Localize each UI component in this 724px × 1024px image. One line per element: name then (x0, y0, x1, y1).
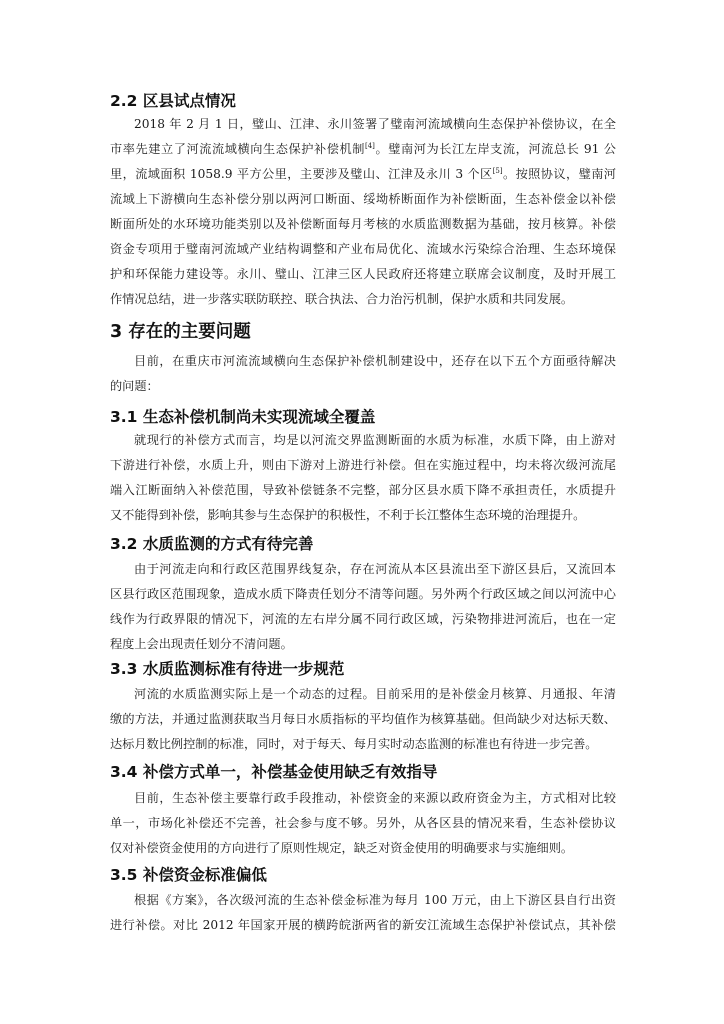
text-line: 作情况总结，进一步落实联防联控、联合执法、合力治污机制，保护水质和共同发展。 (110, 292, 574, 306)
text-line: 里，流域面积 1058.9 平方公里，主要涉及璧山、江津及永川 3 个区[5]。按照协议，璧南河 (110, 167, 616, 181)
section-heading-3-5: 3.5 补偿资金标准偏低 (110, 866, 267, 884)
text-line: 仅对补偿资金使用的方向进行了原则性规定，缺乏对资金使用的明确要求与实施细则。 (110, 841, 574, 855)
text-line: 又不能得到补偿，影响其参与生态保护的积极性，不利于长江整体生态环境的治理提升。 (110, 508, 586, 522)
text-line: 目前，生态补偿主要靠行政手段推动，补偿资金的来源以政府资金为主，方式相对比较 (134, 791, 616, 805)
text-line: 线作为行政界限的情况下，河流的左右岸分属不同行政区域，污染物排进河流后，也在一定 (110, 612, 616, 626)
section-heading-2-2: 2.2 区县试点情况 (110, 92, 236, 110)
paragraph-3-5 (110, 888, 616, 938)
text-line: 端入江断面纳入补偿范围，导致补偿链条不完整，部分区县水质下降不承担责任，水质提升 (110, 483, 616, 497)
paragraph-3-4 (110, 786, 616, 861)
section-heading-3-3: 3.3 水质监测标准有待进一步规范 (110, 660, 345, 678)
text-line: 就现行的补偿方式而言，均是以河流交界监测断面的水质为标准，水质下降，由上游对 (134, 433, 616, 447)
text-line: 目前，在重庆市河流流域横向生态保护补偿机制建设中，还存在以下五个方面亟待解决 (134, 354, 616, 368)
text-line: 下游进行补偿，水质上升，则由下游对上游进行补偿。但在实施过程中，均未将次级河流尾 (110, 458, 616, 472)
text-line: 程度上会出现责任划分不清问题。 (110, 637, 293, 651)
text-line: 河流的水质监测实际上是一个动态的过程。目前采用的是补偿金月核算、月通报、年清 (134, 687, 616, 701)
text-line: 单一，市场化补偿还不完善，社会参与度不够。另外，从各区县的情况来看，生态补偿协议 (110, 816, 616, 830)
text-line: 根据《方案》，各次级河流的生态补偿金标准为每月 100 万元，由上下游区县自行出资 (134, 893, 616, 907)
text-line: 区县行政区范围现象，造成水质下降责任划分不清等问题。另外两个行政区域之间以河流中心 (110, 587, 616, 601)
text-line: 进行补偿。对比 2012 年国家开展的横跨皖浙两省的新安江流域生态保护补偿试点，其补偿 (110, 918, 616, 932)
paragraph-3-1 (110, 428, 616, 528)
paragraph-3-3 (110, 682, 616, 757)
paragraph-3-2 (110, 557, 616, 657)
text-line: 2018 年 2 月 1 日，璧山、江津、永川签署了璧南河流域横向生态保护补偿协议，在全 (134, 117, 616, 131)
text-line: 资金专项用于璧南河流域产业结构调整和产业布局优化、流域水污染综合治理、生态环境保 (110, 242, 616, 256)
text-line: 的问题： (110, 379, 159, 393)
section-heading-3-4: 3.4 补偿方式单一，补偿基金使用缺乏有效指导 (110, 763, 438, 781)
text-line: 达标月数比例控制的标准，同时，对于每天、每月实时动态监测的标准也有待进一步完善。 (110, 737, 598, 751)
section-heading-3-2: 3.2 水质监测的方式有待完善 (110, 535, 314, 553)
paragraph-3 (110, 349, 616, 399)
text-line: 护和环保能力建设等。永川、璧山、江津三区人民政府还将建立联席会议制度，及时开展工 (110, 267, 616, 281)
citation-ref: [4] (364, 142, 375, 150)
citation-ref: [5] (492, 167, 503, 175)
paragraph-2-2 (110, 112, 616, 312)
section-heading-3-1: 3.1 生态补偿机制尚未实现流域全覆盖 (110, 408, 376, 426)
text-line: 断面所处的水环境功能类别以及补偿断面每月考核的水质监测数据为基础，按月核算。补偿 (110, 217, 616, 231)
text-line: 由于河流走向和行政区范围界线复杂，存在河流从本区县流出至下游区县后，又流回本 (134, 562, 616, 576)
text-line: 市率先建立了河流流域横向生态保护补偿机制[4]。璧南河为长江左岸支流，河流总长 91 公 (110, 142, 616, 156)
section-heading-3: 3 存在的主要问题 (110, 322, 251, 342)
text-line: 流域上下游横向生态补偿分别以两河口断面、绥坳桥断面作为补偿断面，生态补偿金以补偿 (110, 192, 616, 206)
text-line: 缴的方法，并通过监测获取当月每日水质指标的平均值作为核算基础。但尚缺少对达标天数、 (110, 712, 616, 726)
